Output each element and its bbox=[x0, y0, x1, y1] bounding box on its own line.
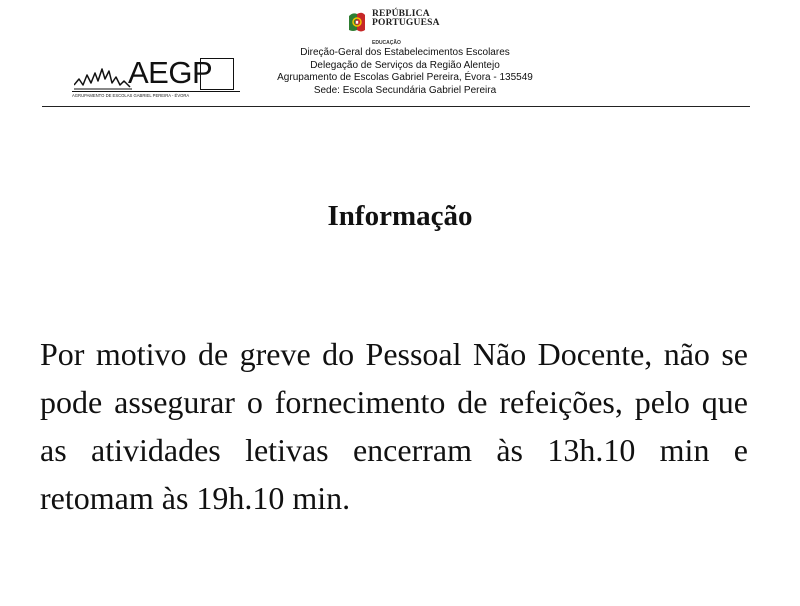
notice-body: Por motivo de greve do Pessoal Não Docente, não se pode assegurar o fornecimento de refeições, pelo que as atividades letivas encerram às 13h.10 min e retomam às 19h.10 min. bbox=[40, 336, 748, 516]
organization-details bbox=[240, 47, 570, 97]
logo-caption: AGRUPAMENTO DE ESCOLAS GABRIEL PEREIRA - ÉVORA bbox=[72, 91, 240, 98]
header-divider bbox=[42, 106, 750, 107]
aegp-logo bbox=[72, 55, 240, 101]
org-line-school-group: Agrupamento de Escolas Gabriel Pereira, Évora - 135549 bbox=[277, 72, 533, 83]
page-title: Informação bbox=[327, 200, 473, 232]
org-line-headquarters: Sede: Escola Secundária Gabriel Pereira bbox=[313, 84, 497, 96]
org-line-directorate: Direção-Geral dos Estabelecimentos Escolares bbox=[300, 47, 510, 58]
republica-portuguesa-text bbox=[372, 10, 440, 28]
republic-line-1: REPÚBLICA bbox=[372, 9, 430, 19]
letterhead bbox=[0, 0, 800, 110]
org-line-delegation: Delegação de Serviços da Região Alentejo bbox=[310, 59, 500, 71]
republica-portuguesa-logo bbox=[347, 10, 440, 34]
city-skyline-icon bbox=[74, 61, 134, 91]
aegp-logo-text: AEGP bbox=[128, 55, 213, 90]
ministry-label: EDUCAÇÃO bbox=[372, 40, 401, 46]
portuguese-flag-emblem-icon bbox=[347, 10, 367, 34]
logo-frame bbox=[200, 58, 234, 90]
republic-line-2: PORTUGUESA bbox=[372, 18, 440, 28]
